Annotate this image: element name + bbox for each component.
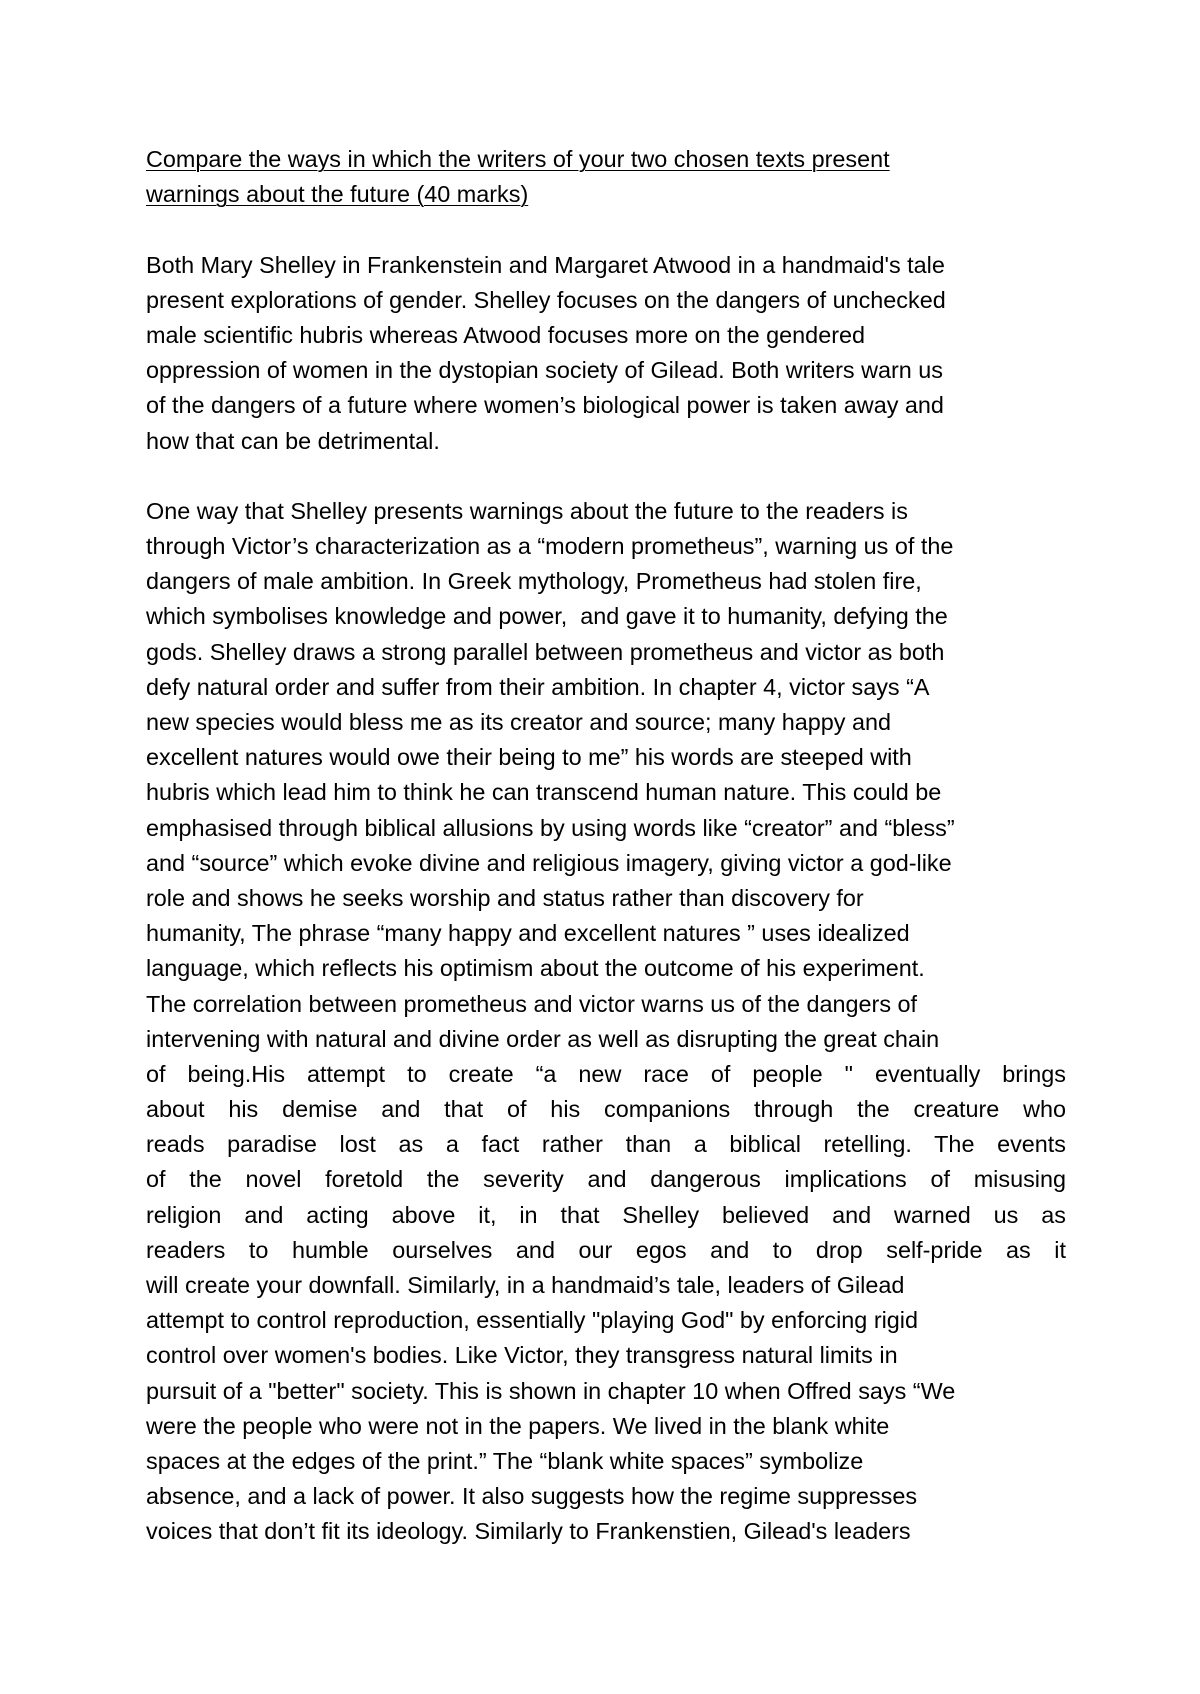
text-line: readers to humble ourselves and our egos and to drop self-pride as it [146, 1236, 1066, 1263]
paragraph [146, 248, 1066, 459]
text-line: excellent natures would owe their being to me” his words are steeped with [146, 744, 912, 771]
text-line: which symbolises knowledge and power, and gave it to humanity, defying the [146, 603, 948, 630]
text-line: language, which reflects his optimism about the outcome of his experiment. [146, 955, 925, 982]
text-line: intervening with natural and divine order as well as disrupting the great chain [146, 1025, 940, 1052]
text-line: role and shows he seeks worship and status rather than discovery for [146, 884, 864, 911]
paragraph-spacer [146, 212, 1066, 247]
text-line: spaces at the edges of the print.” The “blank white spaces” symbolize [146, 1447, 864, 1474]
text-line: attempt to control reproduction, essentially "playing God" by enforcing rigid [146, 1307, 919, 1334]
text-line: male scientific hubris whereas Atwood focuses more on the gendered [146, 321, 866, 348]
text-line: and “source” which evoke divine and religious imagery, giving victor a god-like [146, 849, 952, 876]
text-line: will create your downfall. Similarly, in a handmaid’s tale, leaders of Gilead [146, 1272, 905, 1298]
text-line: religion and acting above it, in that Shelley believed and warned us as [146, 1201, 1066, 1228]
text-line: about his demise and that of his companions through the creature who [146, 1096, 1066, 1123]
title-line: Compare the ways in which the writers of your two chosen texts present [146, 146, 890, 172]
text-line: of the dangers of a future where women’s biological power is taken away and [146, 392, 944, 419]
paragraph [146, 494, 1066, 1550]
text-line: through Victor’s characterization as a “modern prometheus”, warning us of the [146, 533, 954, 560]
text-line: The correlation between prometheus and victor warns us of the dangers of [146, 990, 918, 1017]
text-line: reads paradise lost as a fact rather than a biblical retelling. The events [146, 1131, 1066, 1158]
text-line: absence, and a lack of power. It also suggests how the regime suppresses [146, 1483, 918, 1510]
text-line: new species would bless me as its creator and source; many happy and [146, 709, 891, 735]
text-line: voices that don’t fit its ideology. Similarly to Frankenstien, Gilead's leaders [146, 1518, 911, 1545]
text-line: defy natural order and suffer from their ambition. In chapter 4, victor says “A [146, 673, 930, 700]
paragraph-spacer [146, 459, 1066, 494]
title-line: warnings about the future (40 marks) [146, 181, 529, 208]
text-line: how that can be detrimental. [146, 427, 440, 454]
text-line: hubris which lead him to think he can transcend human nature. This could be [146, 779, 942, 806]
text-line: of the novel foretold the severity and dangerous implications of misusing [146, 1166, 1066, 1193]
essay-body [146, 142, 1066, 1550]
text-line: control over women's bodies. Like Victor, they transgress natural limits in [146, 1342, 898, 1369]
text-line: Both Mary Shelley in Frankenstein and Margaret Atwood in a handmaid's tale [146, 251, 945, 278]
text-line: oppression of women in the dystopian society of Gilead. Both writers warn us [146, 357, 943, 384]
text-line: One way that Shelley presents warnings about the future to the readers is [146, 497, 908, 524]
text-line: emphasised through biblical allusions by using words like “creator” and “bless” [146, 814, 955, 841]
text-line: present explorations of gender. Shelley focuses on the dangers of unchecked [146, 286, 946, 313]
essay-paragraphs [146, 212, 1066, 1549]
text-line: of being.His attempt to create “a new race of people " eventually brings [146, 1060, 1066, 1087]
text-line: dangers of male ambition. In Greek mythology, Prometheus had stolen fire, [146, 568, 922, 595]
text-line: humanity, The phrase “many happy and excellent natures ” uses idealized [146, 920, 910, 947]
text-line: pursuit of a "better" society. This is shown in chapter 10 when Offred says “We [146, 1377, 956, 1404]
text-line: gods. Shelley draws a strong parallel between prometheus and victor as both [146, 638, 945, 665]
essay-question-title [146, 142, 1066, 212]
text-line: were the people who were not in the papers. We lived in the blank white [146, 1412, 890, 1439]
